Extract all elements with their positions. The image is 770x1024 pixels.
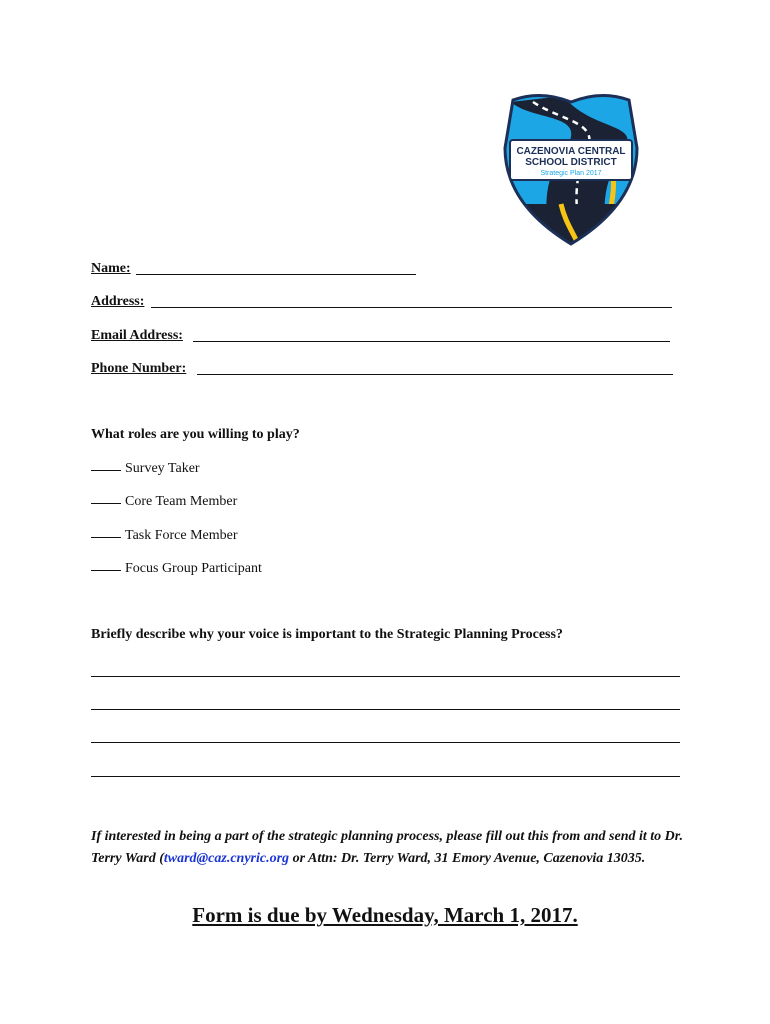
instructions-text-2: or Attn: Dr. Terry Ward, 31 Emory Avenue, Cazenovia 13035. bbox=[289, 850, 646, 866]
response-line-1[interactable] bbox=[91, 676, 680, 677]
name-label: Name: bbox=[91, 261, 131, 276]
phone-input-line[interactable] bbox=[197, 374, 673, 375]
logo-line-2: SCHOOL DISTRICT bbox=[525, 157, 617, 168]
role-option-task-force[interactable] bbox=[91, 528, 238, 544]
role-checkbox-line[interactable] bbox=[91, 570, 121, 571]
role-label: Task Force Member bbox=[125, 528, 238, 543]
logo-line-3: Strategic Plan 2017 bbox=[540, 170, 602, 177]
roles-question: What roles are you willing to play? bbox=[91, 427, 300, 442]
email-label: Email Address: bbox=[91, 328, 183, 343]
due-date-heading: Form is due by Wednesday, March 1, 2017. bbox=[192, 903, 578, 927]
district-logo bbox=[503, 92, 639, 246]
role-option-survey-taker[interactable] bbox=[91, 461, 200, 477]
contact-email-link[interactable]: tward@caz.cnyric.org bbox=[163, 850, 290, 866]
email-field[interactable] bbox=[91, 327, 183, 345]
voice-question: Briefly describe why your voice is important to the Strategic Planning Process? bbox=[91, 627, 563, 642]
instructions-text-1: If interested in being a part of the strategic planning process, please fill out this from and send it to Dr. Terry Ward ( bbox=[91, 829, 683, 866]
phone-field[interactable] bbox=[91, 360, 186, 378]
logo-line-1: CAZENOVIA CENTRAL bbox=[516, 146, 626, 157]
response-line-2[interactable] bbox=[91, 709, 680, 710]
role-option-focus-group[interactable] bbox=[91, 561, 262, 577]
name-field[interactable] bbox=[91, 260, 131, 278]
role-label: Core Team Member bbox=[125, 494, 238, 509]
address-input-line[interactable] bbox=[151, 307, 672, 308]
response-line-3[interactable] bbox=[91, 742, 680, 743]
phone-label: Phone Number: bbox=[91, 361, 187, 376]
email-input-line[interactable] bbox=[193, 341, 670, 342]
role-checkbox-line[interactable] bbox=[91, 470, 121, 471]
role-option-core-team[interactable] bbox=[91, 494, 237, 510]
submission-instructions bbox=[91, 826, 701, 869]
role-label: Survey Taker bbox=[125, 461, 200, 476]
address-label: Address: bbox=[91, 294, 145, 309]
name-input-line[interactable] bbox=[136, 274, 416, 275]
role-label: Focus Group Participant bbox=[125, 561, 262, 576]
role-checkbox-line[interactable] bbox=[91, 537, 121, 538]
response-line-4[interactable] bbox=[91, 776, 680, 777]
role-checkbox-line[interactable] bbox=[91, 503, 121, 504]
address-field[interactable] bbox=[91, 293, 144, 311]
